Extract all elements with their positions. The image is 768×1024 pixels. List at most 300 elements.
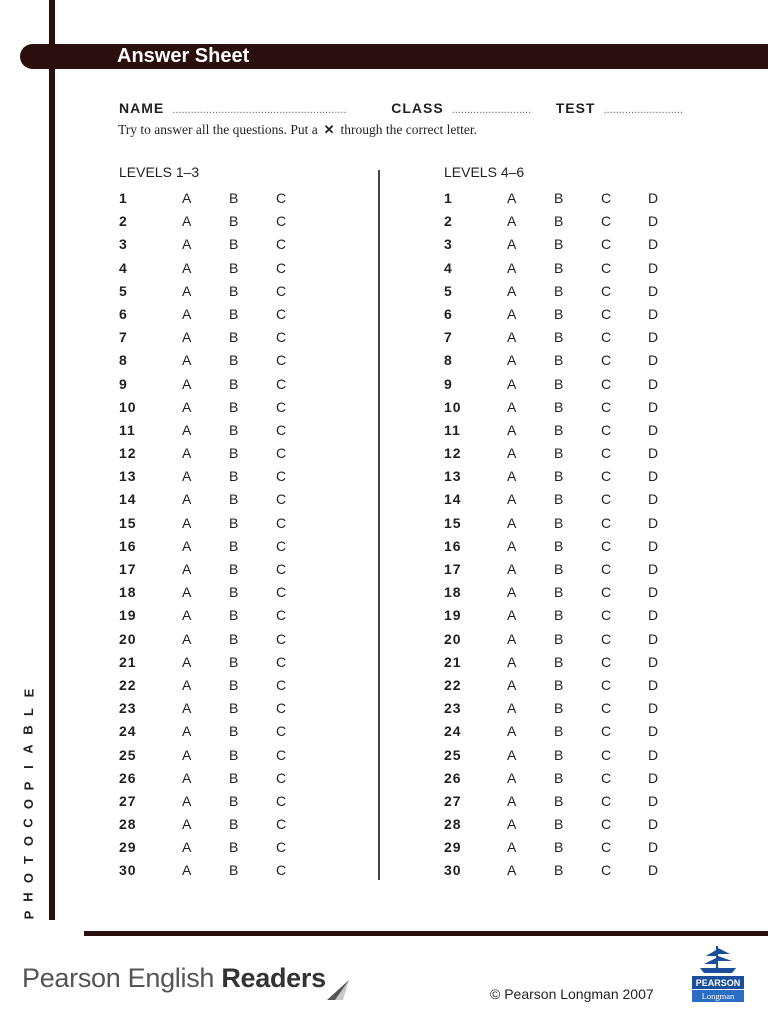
question-number: 29 xyxy=(119,839,137,856)
answer-option-b[interactable]: B xyxy=(554,421,564,438)
question-row xyxy=(444,581,704,604)
answer-option-d[interactable]: D xyxy=(648,352,659,369)
answer-option-d[interactable]: D xyxy=(648,584,659,601)
question-row xyxy=(119,280,379,303)
answer-option-d[interactable]: D xyxy=(648,514,659,531)
question-row xyxy=(444,210,704,233)
answer-option-c[interactable]: C xyxy=(601,329,612,346)
class-label: CLASS xyxy=(391,100,444,116)
question-row xyxy=(119,488,379,511)
question-row xyxy=(444,651,704,674)
answer-option-b[interactable]: B xyxy=(554,282,564,299)
cross-mark-icon: ✕ xyxy=(323,122,335,137)
answer-option-d[interactable]: D xyxy=(648,630,659,647)
answer-option-c[interactable]: C xyxy=(601,259,612,276)
question-number: 19 xyxy=(444,607,462,624)
answer-option-c[interactable]: C xyxy=(276,723,287,740)
question-row xyxy=(444,396,704,419)
answer-option-d[interactable]: D xyxy=(648,398,659,415)
question-row xyxy=(119,349,379,372)
answer-option-a[interactable]: A xyxy=(507,329,517,346)
answer-option-c[interactable]: C xyxy=(601,630,612,647)
answer-option-b[interactable]: B xyxy=(229,769,239,786)
answer-option-b[interactable]: B xyxy=(554,584,564,601)
question-number: 24 xyxy=(444,723,462,740)
question-row xyxy=(119,210,379,233)
answer-option-b[interactable]: B xyxy=(554,491,564,508)
answer-option-c[interactable]: C xyxy=(276,421,287,438)
question-number: 16 xyxy=(119,537,137,554)
question-number: 19 xyxy=(119,607,137,624)
answer-option-b[interactable]: B xyxy=(229,190,239,206)
question-row xyxy=(444,373,704,396)
answer-option-b[interactable]: B xyxy=(229,398,239,415)
answer-option-c[interactable]: C xyxy=(601,561,612,577)
answer-option-a[interactable]: A xyxy=(182,259,192,276)
question-row xyxy=(119,581,379,604)
answer-option-b[interactable]: B xyxy=(229,676,239,693)
answer-option-c[interactable]: C xyxy=(276,653,287,670)
answer-option-a[interactable]: A xyxy=(182,213,192,230)
ship-icon xyxy=(700,946,736,973)
question-row xyxy=(444,628,704,651)
answer-option-c[interactable]: C xyxy=(276,514,287,531)
answer-option-c[interactable]: C xyxy=(276,305,287,322)
answer-option-b[interactable]: B xyxy=(229,421,239,438)
answer-option-a[interactable]: A xyxy=(182,329,192,346)
answer-option-a[interactable]: A xyxy=(507,398,517,415)
answer-option-b[interactable]: B xyxy=(229,537,239,554)
answer-option-d[interactable]: D xyxy=(648,792,659,809)
levels-4-6-question-list xyxy=(444,187,704,883)
question-row xyxy=(119,628,379,651)
question-row xyxy=(444,512,704,535)
answer-option-a[interactable]: A xyxy=(182,723,192,740)
answer-option-b[interactable]: B xyxy=(554,445,564,462)
question-row xyxy=(444,604,704,627)
copyright: © Pearson Longman 2007 xyxy=(490,986,654,1002)
sidebar-letter: O xyxy=(21,872,36,884)
answer-option-a[interactable]: A xyxy=(182,769,192,786)
answer-option-b[interactable]: B xyxy=(554,700,564,717)
answer-option-a[interactable]: A xyxy=(182,305,192,322)
answer-option-a[interactable]: A xyxy=(507,491,517,508)
answer-option-d[interactable]: D xyxy=(648,653,659,670)
question-number: 4 xyxy=(119,259,128,276)
answer-option-c[interactable]: C xyxy=(276,190,287,206)
answer-option-c[interactable]: C xyxy=(276,375,287,392)
answer-option-a[interactable]: A xyxy=(507,375,517,392)
answer-option-c[interactable]: C xyxy=(276,700,287,717)
answer-option-c[interactable]: C xyxy=(601,445,612,462)
answer-option-b[interactable]: B xyxy=(554,816,564,833)
answer-option-b[interactable]: B xyxy=(554,839,564,856)
answer-option-a[interactable]: A xyxy=(182,537,192,554)
answer-option-d[interactable]: D xyxy=(648,839,659,856)
answer-option-a[interactable]: A xyxy=(507,445,517,462)
question-number: 12 xyxy=(444,445,462,462)
question-number: 4 xyxy=(444,259,453,276)
question-number: 8 xyxy=(119,352,128,369)
answer-option-c[interactable]: C xyxy=(276,282,287,299)
answer-option-b[interactable]: B xyxy=(554,213,564,230)
answer-option-d[interactable]: D xyxy=(648,723,659,740)
answer-option-d[interactable]: D xyxy=(648,213,659,230)
answer-option-c[interactable]: C xyxy=(601,746,612,763)
answer-option-c[interactable]: C xyxy=(276,445,287,462)
answer-option-d[interactable]: D xyxy=(648,329,659,346)
question-number: 20 xyxy=(119,630,137,647)
question-row xyxy=(119,442,379,465)
question-row xyxy=(119,326,379,349)
answer-option-a[interactable]: A xyxy=(507,468,517,485)
answer-option-a[interactable]: A xyxy=(182,514,192,531)
question-number: 17 xyxy=(444,561,462,577)
answer-option-a[interactable]: A xyxy=(182,561,192,577)
question-row xyxy=(444,813,704,836)
question-number: 7 xyxy=(119,329,128,346)
answer-option-a[interactable]: A xyxy=(507,421,517,438)
answer-option-d[interactable]: D xyxy=(648,769,659,786)
answer-option-b[interactable]: B xyxy=(229,607,239,624)
question-row xyxy=(444,257,704,280)
answer-option-d[interactable]: D xyxy=(648,862,659,879)
sidebar-letter: T xyxy=(20,855,36,864)
answer-option-a[interactable]: A xyxy=(182,445,192,462)
answer-option-b[interactable]: B xyxy=(229,630,239,647)
answer-option-c[interactable]: C xyxy=(276,676,287,693)
answer-option-a[interactable]: A xyxy=(182,468,192,485)
student-info-row xyxy=(119,100,703,116)
answer-option-b[interactable]: B xyxy=(554,561,564,577)
answer-option-b[interactable]: B xyxy=(554,653,564,670)
answer-option-c[interactable]: C xyxy=(601,236,612,253)
answer-option-a[interactable]: A xyxy=(182,352,192,369)
question-number: 6 xyxy=(444,305,453,322)
answer-option-b[interactable]: B xyxy=(554,190,564,206)
question-row xyxy=(119,651,379,674)
answer-option-a[interactable]: A xyxy=(507,584,517,601)
answer-option-c[interactable]: C xyxy=(276,491,287,508)
answer-option-a[interactable]: A xyxy=(507,676,517,693)
question-number: 21 xyxy=(119,653,137,670)
question-number: 16 xyxy=(444,537,462,554)
answer-option-d[interactable]: D xyxy=(648,375,659,392)
answer-option-a[interactable]: A xyxy=(507,862,517,879)
answer-option-c[interactable]: C xyxy=(601,305,612,322)
answer-option-a[interactable]: A xyxy=(507,259,517,276)
question-row xyxy=(444,442,704,465)
question-number: 12 xyxy=(119,445,137,462)
sidebar-letter: O xyxy=(21,835,36,847)
answer-option-b[interactable]: B xyxy=(554,537,564,554)
answer-option-c[interactable]: C xyxy=(276,236,287,253)
answer-option-c[interactable]: C xyxy=(276,259,287,276)
answer-option-a[interactable]: A xyxy=(182,282,192,299)
question-row xyxy=(444,720,704,743)
answer-option-c[interactable]: C xyxy=(276,468,287,485)
answer-option-b[interactable]: B xyxy=(554,352,564,369)
answer-option-a[interactable]: A xyxy=(507,561,517,577)
answer-option-b[interactable]: B xyxy=(554,305,564,322)
answer-option-c[interactable]: C xyxy=(601,700,612,717)
answer-option-c[interactable]: C xyxy=(601,352,612,369)
answer-option-d[interactable]: D xyxy=(648,537,659,554)
answer-option-b[interactable]: B xyxy=(229,862,239,879)
answer-option-a[interactable]: A xyxy=(507,792,517,809)
question-row xyxy=(119,187,379,210)
answer-option-c[interactable]: C xyxy=(276,329,287,346)
question-number: 6 xyxy=(119,305,128,322)
answer-option-a[interactable]: A xyxy=(507,236,517,253)
answer-option-c[interactable]: C xyxy=(276,839,287,856)
answer-option-b[interactable]: B xyxy=(554,259,564,276)
answer-option-a[interactable]: A xyxy=(507,305,517,322)
answer-option-a[interactable]: A xyxy=(182,792,192,809)
answer-option-b[interactable]: B xyxy=(554,746,564,763)
answer-option-a[interactable]: A xyxy=(182,375,192,392)
answer-option-a[interactable]: A xyxy=(182,816,192,833)
answer-option-c[interactable]: C xyxy=(601,676,612,693)
answer-option-a[interactable]: A xyxy=(507,653,517,670)
answer-option-a[interactable]: A xyxy=(182,653,192,670)
answer-option-a[interactable]: A xyxy=(182,700,192,717)
answer-option-b[interactable]: B xyxy=(229,329,239,346)
answer-option-b[interactable]: B xyxy=(229,375,239,392)
answer-option-b[interactable]: B xyxy=(554,630,564,647)
answer-option-c[interactable]: C xyxy=(601,398,612,415)
answer-option-a[interactable]: A xyxy=(507,769,517,786)
answer-option-b[interactable]: B xyxy=(229,259,239,276)
answer-option-a[interactable]: A xyxy=(507,630,517,647)
answer-option-b[interactable]: B xyxy=(554,236,564,253)
answer-option-c[interactable]: C xyxy=(601,862,612,879)
question-number: 29 xyxy=(444,839,462,856)
answer-option-a[interactable]: A xyxy=(182,421,192,438)
answer-option-b[interactable]: B xyxy=(229,816,239,833)
answer-option-a[interactable]: A xyxy=(182,584,192,601)
answer-option-d[interactable]: D xyxy=(648,236,659,253)
answer-option-c[interactable]: C xyxy=(276,537,287,554)
answer-option-d[interactable]: D xyxy=(648,816,659,833)
question-row xyxy=(444,465,704,488)
answer-option-b[interactable]: B xyxy=(554,607,564,624)
answer-option-d[interactable]: D xyxy=(648,282,659,299)
question-row xyxy=(119,604,379,627)
answer-option-c[interactable]: C xyxy=(601,792,612,809)
answer-option-c[interactable]: C xyxy=(601,839,612,856)
answer-option-d[interactable]: D xyxy=(648,491,659,508)
answer-option-b[interactable]: B xyxy=(229,792,239,809)
answer-option-c[interactable]: C xyxy=(601,375,612,392)
answer-option-b[interactable]: B xyxy=(229,584,239,601)
question-number: 18 xyxy=(119,584,137,601)
answer-option-d[interactable]: D xyxy=(648,305,659,322)
answer-option-b[interactable]: B xyxy=(229,653,239,670)
answer-option-b[interactable]: B xyxy=(229,468,239,485)
sidebar-letter: B xyxy=(20,725,36,735)
question-number: 3 xyxy=(444,236,453,253)
question-row xyxy=(119,303,379,326)
answer-option-a[interactable]: A xyxy=(182,491,192,508)
answer-option-c[interactable]: C xyxy=(276,398,287,415)
answer-option-a[interactable]: A xyxy=(507,282,517,299)
answer-option-a[interactable]: A xyxy=(182,862,192,879)
answer-option-c[interactable]: C xyxy=(601,213,612,230)
answer-option-b[interactable]: B xyxy=(229,700,239,717)
answer-option-b[interactable]: B xyxy=(554,769,564,786)
answer-option-c[interactable]: C xyxy=(276,607,287,624)
instructions xyxy=(118,122,477,138)
answer-option-a[interactable]: A xyxy=(507,607,517,624)
name-field[interactable]: ......................................................... xyxy=(172,104,347,116)
answer-option-d[interactable]: D xyxy=(648,190,659,206)
question-number: 13 xyxy=(119,468,137,485)
answer-option-c[interactable]: C xyxy=(601,816,612,833)
answer-option-b[interactable]: B xyxy=(229,236,239,253)
question-number: 1 xyxy=(444,190,453,206)
answer-option-c[interactable]: C xyxy=(601,607,612,624)
answer-option-a[interactable]: A xyxy=(182,236,192,253)
answer-option-b[interactable]: B xyxy=(554,676,564,693)
answer-option-b[interactable]: B xyxy=(229,839,239,856)
levels-1-3-question-list xyxy=(119,187,379,883)
sidebar-letter: P xyxy=(20,910,36,920)
answer-option-c[interactable]: C xyxy=(601,653,612,670)
question-row xyxy=(119,396,379,419)
answer-option-a[interactable]: A xyxy=(182,839,192,856)
answer-option-c[interactable]: C xyxy=(601,282,612,299)
question-row xyxy=(444,233,704,256)
question-number: 28 xyxy=(119,816,137,833)
answer-option-b[interactable]: B xyxy=(554,398,564,415)
answer-option-c[interactable]: C xyxy=(276,769,287,786)
answer-option-b[interactable]: B xyxy=(554,862,564,879)
answer-option-b[interactable]: B xyxy=(554,514,564,531)
answer-option-b[interactable]: B xyxy=(229,282,239,299)
answer-option-c[interactable]: C xyxy=(601,584,612,601)
question-row xyxy=(119,535,379,558)
answer-option-d[interactable]: D xyxy=(648,700,659,717)
answer-option-a[interactable]: A xyxy=(507,723,517,740)
answer-option-d[interactable]: D xyxy=(648,676,659,693)
answer-option-d[interactable]: D xyxy=(648,468,659,485)
answer-option-a[interactable]: A xyxy=(182,190,192,206)
answer-option-c[interactable]: C xyxy=(601,514,612,531)
answer-option-b[interactable]: B xyxy=(229,746,239,763)
answer-option-c[interactable]: C xyxy=(276,862,287,879)
answer-option-a[interactable]: A xyxy=(507,352,517,369)
answer-option-c[interactable]: C xyxy=(276,584,287,601)
answer-option-b[interactable]: B xyxy=(229,213,239,230)
answer-option-b[interactable]: B xyxy=(229,491,239,508)
question-number: 27 xyxy=(444,792,462,809)
answer-option-d[interactable]: D xyxy=(648,746,659,763)
question-row xyxy=(119,790,379,813)
answer-option-d[interactable]: D xyxy=(648,607,659,624)
answer-option-b[interactable]: B xyxy=(229,514,239,531)
question-row xyxy=(444,187,704,210)
question-number: 9 xyxy=(119,375,128,392)
answer-option-c[interactable]: C xyxy=(276,792,287,809)
answer-option-b[interactable]: B xyxy=(229,445,239,462)
question-number: 28 xyxy=(444,816,462,833)
answer-option-a[interactable]: A xyxy=(507,213,517,230)
answer-option-c[interactable]: C xyxy=(276,561,287,577)
question-row xyxy=(444,349,704,372)
answer-option-d[interactable]: D xyxy=(648,445,659,462)
answer-option-b[interactable]: B xyxy=(554,723,564,740)
answer-option-a[interactable]: A xyxy=(507,537,517,554)
answer-option-c[interactable]: C xyxy=(276,630,287,647)
answer-option-c[interactable]: C xyxy=(601,491,612,508)
answer-option-b[interactable]: B xyxy=(229,723,239,740)
answer-option-b[interactable]: B xyxy=(229,561,239,577)
answer-option-a[interactable]: A xyxy=(507,700,517,717)
test-label: TEST xyxy=(555,100,596,116)
answer-option-a[interactable]: A xyxy=(507,816,517,833)
question-row xyxy=(119,720,379,743)
answer-option-c[interactable]: C xyxy=(601,537,612,554)
question-number: 5 xyxy=(119,282,128,299)
question-row xyxy=(119,859,379,882)
question-row xyxy=(119,257,379,280)
answer-option-c[interactable]: C xyxy=(601,190,612,206)
answer-option-a[interactable]: A xyxy=(182,607,192,624)
answer-option-c[interactable]: C xyxy=(276,816,287,833)
answer-option-d[interactable]: D xyxy=(648,421,659,438)
answer-option-b[interactable]: B xyxy=(229,305,239,322)
answer-option-c[interactable]: C xyxy=(601,723,612,740)
answer-option-a[interactable]: A xyxy=(182,676,192,693)
answer-option-b[interactable]: B xyxy=(229,352,239,369)
answer-option-a[interactable]: A xyxy=(507,746,517,763)
question-number: 18 xyxy=(444,584,462,601)
class-field[interactable]: .......................... xyxy=(451,104,532,116)
question-row xyxy=(444,674,704,697)
answer-option-c[interactable]: C xyxy=(276,352,287,369)
answer-option-d[interactable]: D xyxy=(648,561,659,577)
question-number: 24 xyxy=(119,723,137,740)
answer-option-b[interactable]: B xyxy=(554,468,564,485)
levels-1-3-heading: LEVELS 1–3 xyxy=(119,164,200,180)
answer-option-c[interactable]: C xyxy=(276,746,287,763)
answer-option-a[interactable]: A xyxy=(182,398,192,415)
answer-option-b[interactable]: B xyxy=(554,375,564,392)
answer-option-b[interactable]: B xyxy=(554,792,564,809)
answer-option-a[interactable]: A xyxy=(507,190,517,206)
question-number: 13 xyxy=(444,468,462,485)
sidebar-letter: L xyxy=(20,707,36,716)
question-row xyxy=(444,859,704,882)
answer-option-c[interactable]: C xyxy=(601,769,612,786)
test-field[interactable]: .......................... xyxy=(603,104,683,116)
answer-option-a[interactable]: A xyxy=(182,630,192,647)
answer-option-d[interactable]: D xyxy=(648,259,659,276)
answer-option-c[interactable]: C xyxy=(601,468,612,485)
answer-option-c[interactable]: C xyxy=(276,213,287,230)
answer-option-b[interactable]: B xyxy=(554,329,564,346)
answer-option-c[interactable]: C xyxy=(601,421,612,438)
question-row xyxy=(444,744,704,767)
question-number: 25 xyxy=(444,746,462,763)
answer-option-a[interactable]: A xyxy=(507,514,517,531)
question-number: 21 xyxy=(444,653,462,670)
question-number: 15 xyxy=(444,514,462,531)
answer-option-a[interactable]: A xyxy=(182,746,192,763)
question-number: 8 xyxy=(444,352,453,369)
answer-option-a[interactable]: A xyxy=(507,839,517,856)
